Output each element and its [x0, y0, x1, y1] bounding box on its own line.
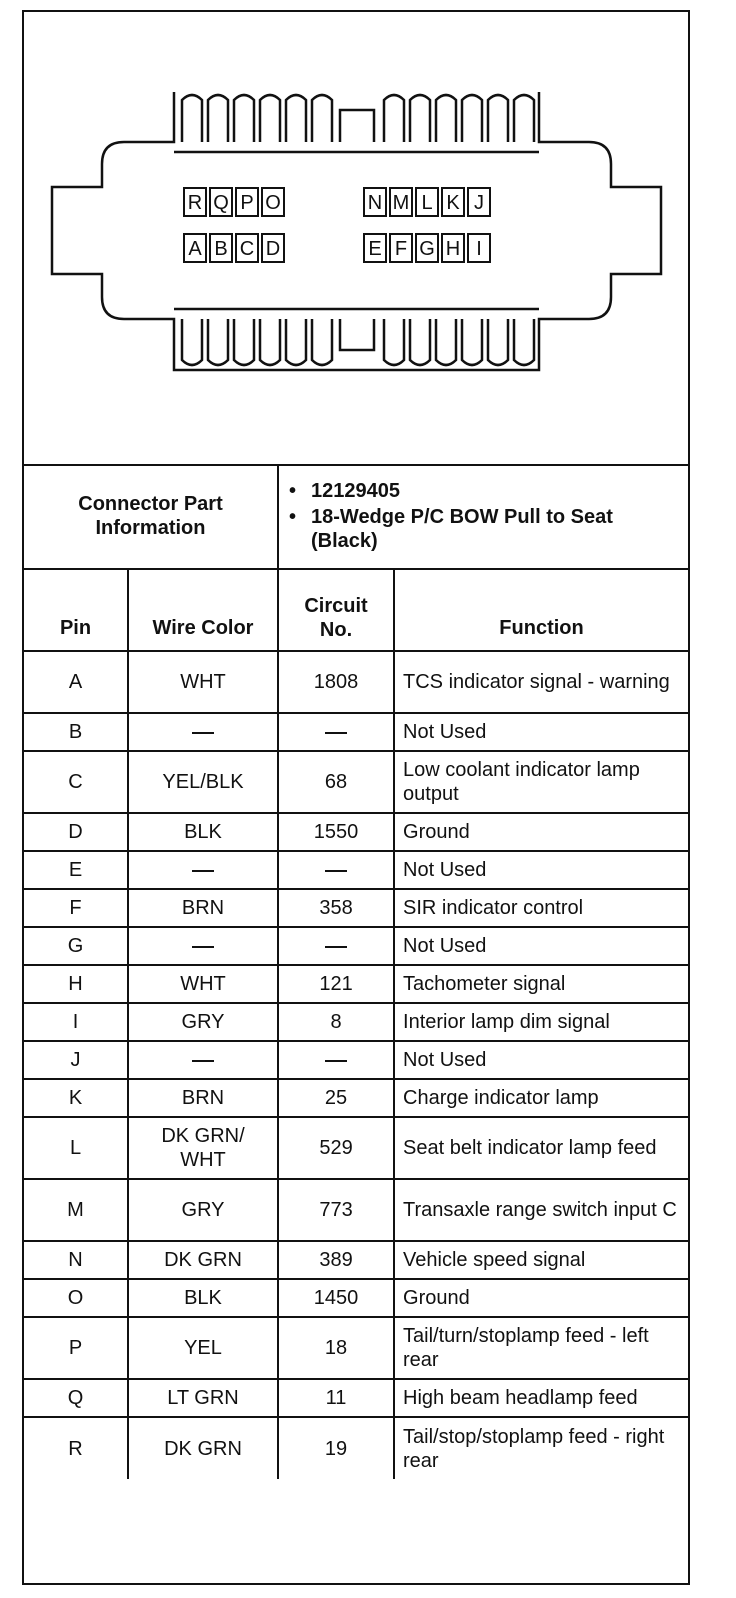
header-wire-color: Wire Color [128, 569, 278, 651]
cell-wire-color: GRY [128, 1003, 278, 1041]
locking-fin [514, 319, 534, 365]
cell-wire-color: BRN [128, 889, 278, 927]
table-row [24, 965, 688, 1003]
cell-circuit: 529 [278, 1117, 394, 1179]
locking-fin [260, 95, 280, 142]
pin-letter: P [240, 192, 254, 214]
table-row [24, 751, 688, 813]
cell-wire-color [128, 927, 278, 965]
cell-function: Charge indicator lamp [394, 1079, 688, 1117]
table-row [24, 651, 688, 713]
pin-letter: E [368, 238, 382, 260]
connector-face-svg [24, 12, 688, 464]
locking-fin [488, 95, 508, 142]
dash-mark [192, 946, 214, 948]
cell-circuit: 19 [278, 1417, 394, 1479]
table-row [24, 1379, 688, 1417]
locking-fin [436, 319, 456, 365]
header-pin: Pin [24, 569, 128, 651]
pin-letter: R [187, 192, 203, 214]
cell-circuit: 389 [278, 1241, 394, 1279]
locking-fin [462, 95, 482, 142]
part-number: 12129405 [311, 480, 400, 502]
table-row [24, 851, 688, 889]
bullet-icon: • [289, 480, 297, 502]
pin-letter: M [392, 192, 410, 214]
cell-function: Tail/stop/stoplamp feed - right rear [394, 1417, 688, 1479]
bullet-icon: • [289, 506, 297, 528]
table-row [24, 889, 688, 927]
cell-circuit: 1550 [278, 813, 394, 851]
dash-mark [192, 870, 214, 872]
cell-wire-color [128, 851, 278, 889]
cell-pin: K [24, 1079, 128, 1117]
locking-fin [182, 319, 202, 365]
cell-circuit [278, 713, 394, 751]
cell-pin: O [24, 1279, 128, 1317]
cell-circuit: 1450 [278, 1279, 394, 1317]
cell-circuit: 68 [278, 751, 394, 813]
pin-letter: G [419, 238, 435, 260]
cell-function: Transaxle range switch input C [394, 1179, 688, 1241]
cell-pin: H [24, 965, 128, 1003]
cell-pin: R [24, 1417, 128, 1479]
cell-function: Not Used [394, 1041, 688, 1079]
dash-mark [192, 732, 214, 734]
table-row [24, 1279, 688, 1317]
locking-fin [410, 319, 430, 365]
locking-fin [436, 95, 456, 142]
connector-sheet [22, 10, 690, 1585]
cell-pin: M [24, 1179, 128, 1241]
pinout-table [24, 464, 688, 1479]
cell-wire-color: DK GRN [128, 1417, 278, 1479]
cell-function: Ground [394, 1279, 688, 1317]
cell-wire-color: WHT [128, 651, 278, 713]
locking-fin [384, 319, 404, 365]
locking-fin [514, 95, 534, 142]
part-info-list [278, 464, 688, 569]
cell-function: Tail/turn/stoplamp feed - left rear [394, 1317, 688, 1379]
locking-fin [384, 95, 404, 142]
locking-fin [234, 319, 254, 365]
cell-pin: L [24, 1117, 128, 1179]
pin-letter: B [214, 238, 228, 260]
table-row [24, 1417, 688, 1479]
cell-function: Not Used [394, 713, 688, 751]
cell-function: Tachometer signal [394, 965, 688, 1003]
table-row [24, 713, 688, 751]
dash-mark [325, 870, 347, 872]
cell-circuit: 8 [278, 1003, 394, 1041]
locking-fin [410, 95, 430, 142]
connector-face-diagram [24, 12, 688, 466]
cell-wire-color: WHT [128, 965, 278, 1003]
cell-pin: P [24, 1317, 128, 1379]
table-row [24, 1117, 688, 1179]
cell-wire-color: DK GRN/ WHT [128, 1117, 278, 1179]
cell-function: Seat belt indicator lamp feed [394, 1117, 688, 1179]
cell-wire-color: DK GRN [128, 1241, 278, 1279]
locking-fin [488, 319, 508, 365]
cell-circuit [278, 851, 394, 889]
table-row [24, 1003, 688, 1041]
cell-pin: J [24, 1041, 128, 1079]
cell-wire-color: BLK [128, 813, 278, 851]
part-info-item [289, 505, 678, 553]
cell-wire-color [128, 713, 278, 751]
cell-pin: Q [24, 1379, 128, 1417]
cell-function: High beam headlamp feed [394, 1379, 688, 1417]
pin-letter: J [474, 192, 484, 214]
table-row [24, 1241, 688, 1279]
dash-mark [325, 946, 347, 948]
locking-fin [208, 319, 228, 365]
cell-pin: D [24, 813, 128, 851]
locking-fin [286, 319, 306, 365]
cell-function: SIR indicator control [394, 889, 688, 927]
locking-fin [312, 95, 332, 142]
pin-letter: K [446, 192, 460, 214]
table-row [24, 1179, 688, 1241]
cell-circuit: 18 [278, 1317, 394, 1379]
cell-pin: G [24, 927, 128, 965]
cell-function: Low coolant indicator lamp output [394, 751, 688, 813]
part-info-row [24, 464, 688, 569]
cell-wire-color: YEL/BLK [128, 751, 278, 813]
pin-letter: N [367, 192, 383, 214]
cell-circuit: 358 [278, 889, 394, 927]
header-row [24, 569, 688, 651]
cell-pin: B [24, 713, 128, 751]
cell-wire-color: BLK [128, 1279, 278, 1317]
cell-wire-color: BRN [128, 1079, 278, 1117]
pin-letter: H [445, 238, 461, 260]
pin-letter: Q [213, 192, 229, 214]
cell-pin: F [24, 889, 128, 927]
locking-fin [182, 95, 202, 142]
pin-letter: I [476, 238, 482, 260]
locking-fin [208, 95, 228, 142]
cell-circuit: 25 [278, 1079, 394, 1117]
part-description: 18-Wedge P/C BOW Pull to Seat (Black) [311, 506, 613, 552]
cell-circuit: 121 [278, 965, 394, 1003]
cell-function: Ground [394, 813, 688, 851]
cell-wire-color: LT GRN [128, 1379, 278, 1417]
locking-fin [234, 95, 254, 142]
connector-shell-outline [52, 92, 661, 370]
cell-function: Not Used [394, 851, 688, 889]
table-row [24, 1041, 688, 1079]
table-row [24, 813, 688, 851]
pin-letter: F [394, 238, 408, 260]
cell-pin: N [24, 1241, 128, 1279]
locking-fin [312, 319, 332, 365]
cell-circuit: 11 [278, 1379, 394, 1417]
cell-wire-color: GRY [128, 1179, 278, 1241]
locking-fin [462, 319, 482, 365]
part-info-label: Connector Part Information [24, 464, 278, 569]
dash-mark [325, 1060, 347, 1062]
cell-wire-color [128, 1041, 278, 1079]
pin-letter: O [265, 192, 281, 214]
cell-wire-color: YEL [128, 1317, 278, 1379]
cell-pin: A [24, 651, 128, 713]
part-info-item [289, 479, 678, 503]
dash-mark [325, 732, 347, 734]
table-row [24, 1079, 688, 1117]
cell-function: TCS indicator signal - warning [394, 651, 688, 713]
cell-function: Vehicle speed signal [394, 1241, 688, 1279]
locking-fin [286, 95, 306, 142]
cell-circuit [278, 1041, 394, 1079]
pin-letter: D [265, 238, 281, 260]
cell-pin: I [24, 1003, 128, 1041]
header-function: Function [394, 569, 688, 651]
dash-mark [192, 1060, 214, 1062]
cell-function: Interior lamp dim signal [394, 1003, 688, 1041]
center-key-notch [340, 319, 374, 350]
cell-circuit [278, 927, 394, 965]
locking-fin [260, 319, 280, 365]
cell-function: Not Used [394, 927, 688, 965]
cell-pin: E [24, 851, 128, 889]
pin-letter: L [421, 192, 433, 214]
pin-letter: C [239, 238, 255, 260]
cell-circuit: 773 [278, 1179, 394, 1241]
center-key-notch [340, 110, 374, 142]
cell-pin: C [24, 751, 128, 813]
cavity-edge [174, 152, 539, 309]
header-circuit: Circuit No. [278, 569, 394, 651]
table-row [24, 1317, 688, 1379]
table-row [24, 927, 688, 965]
cell-circuit: 1808 [278, 651, 394, 713]
pin-letter: A [188, 238, 202, 260]
